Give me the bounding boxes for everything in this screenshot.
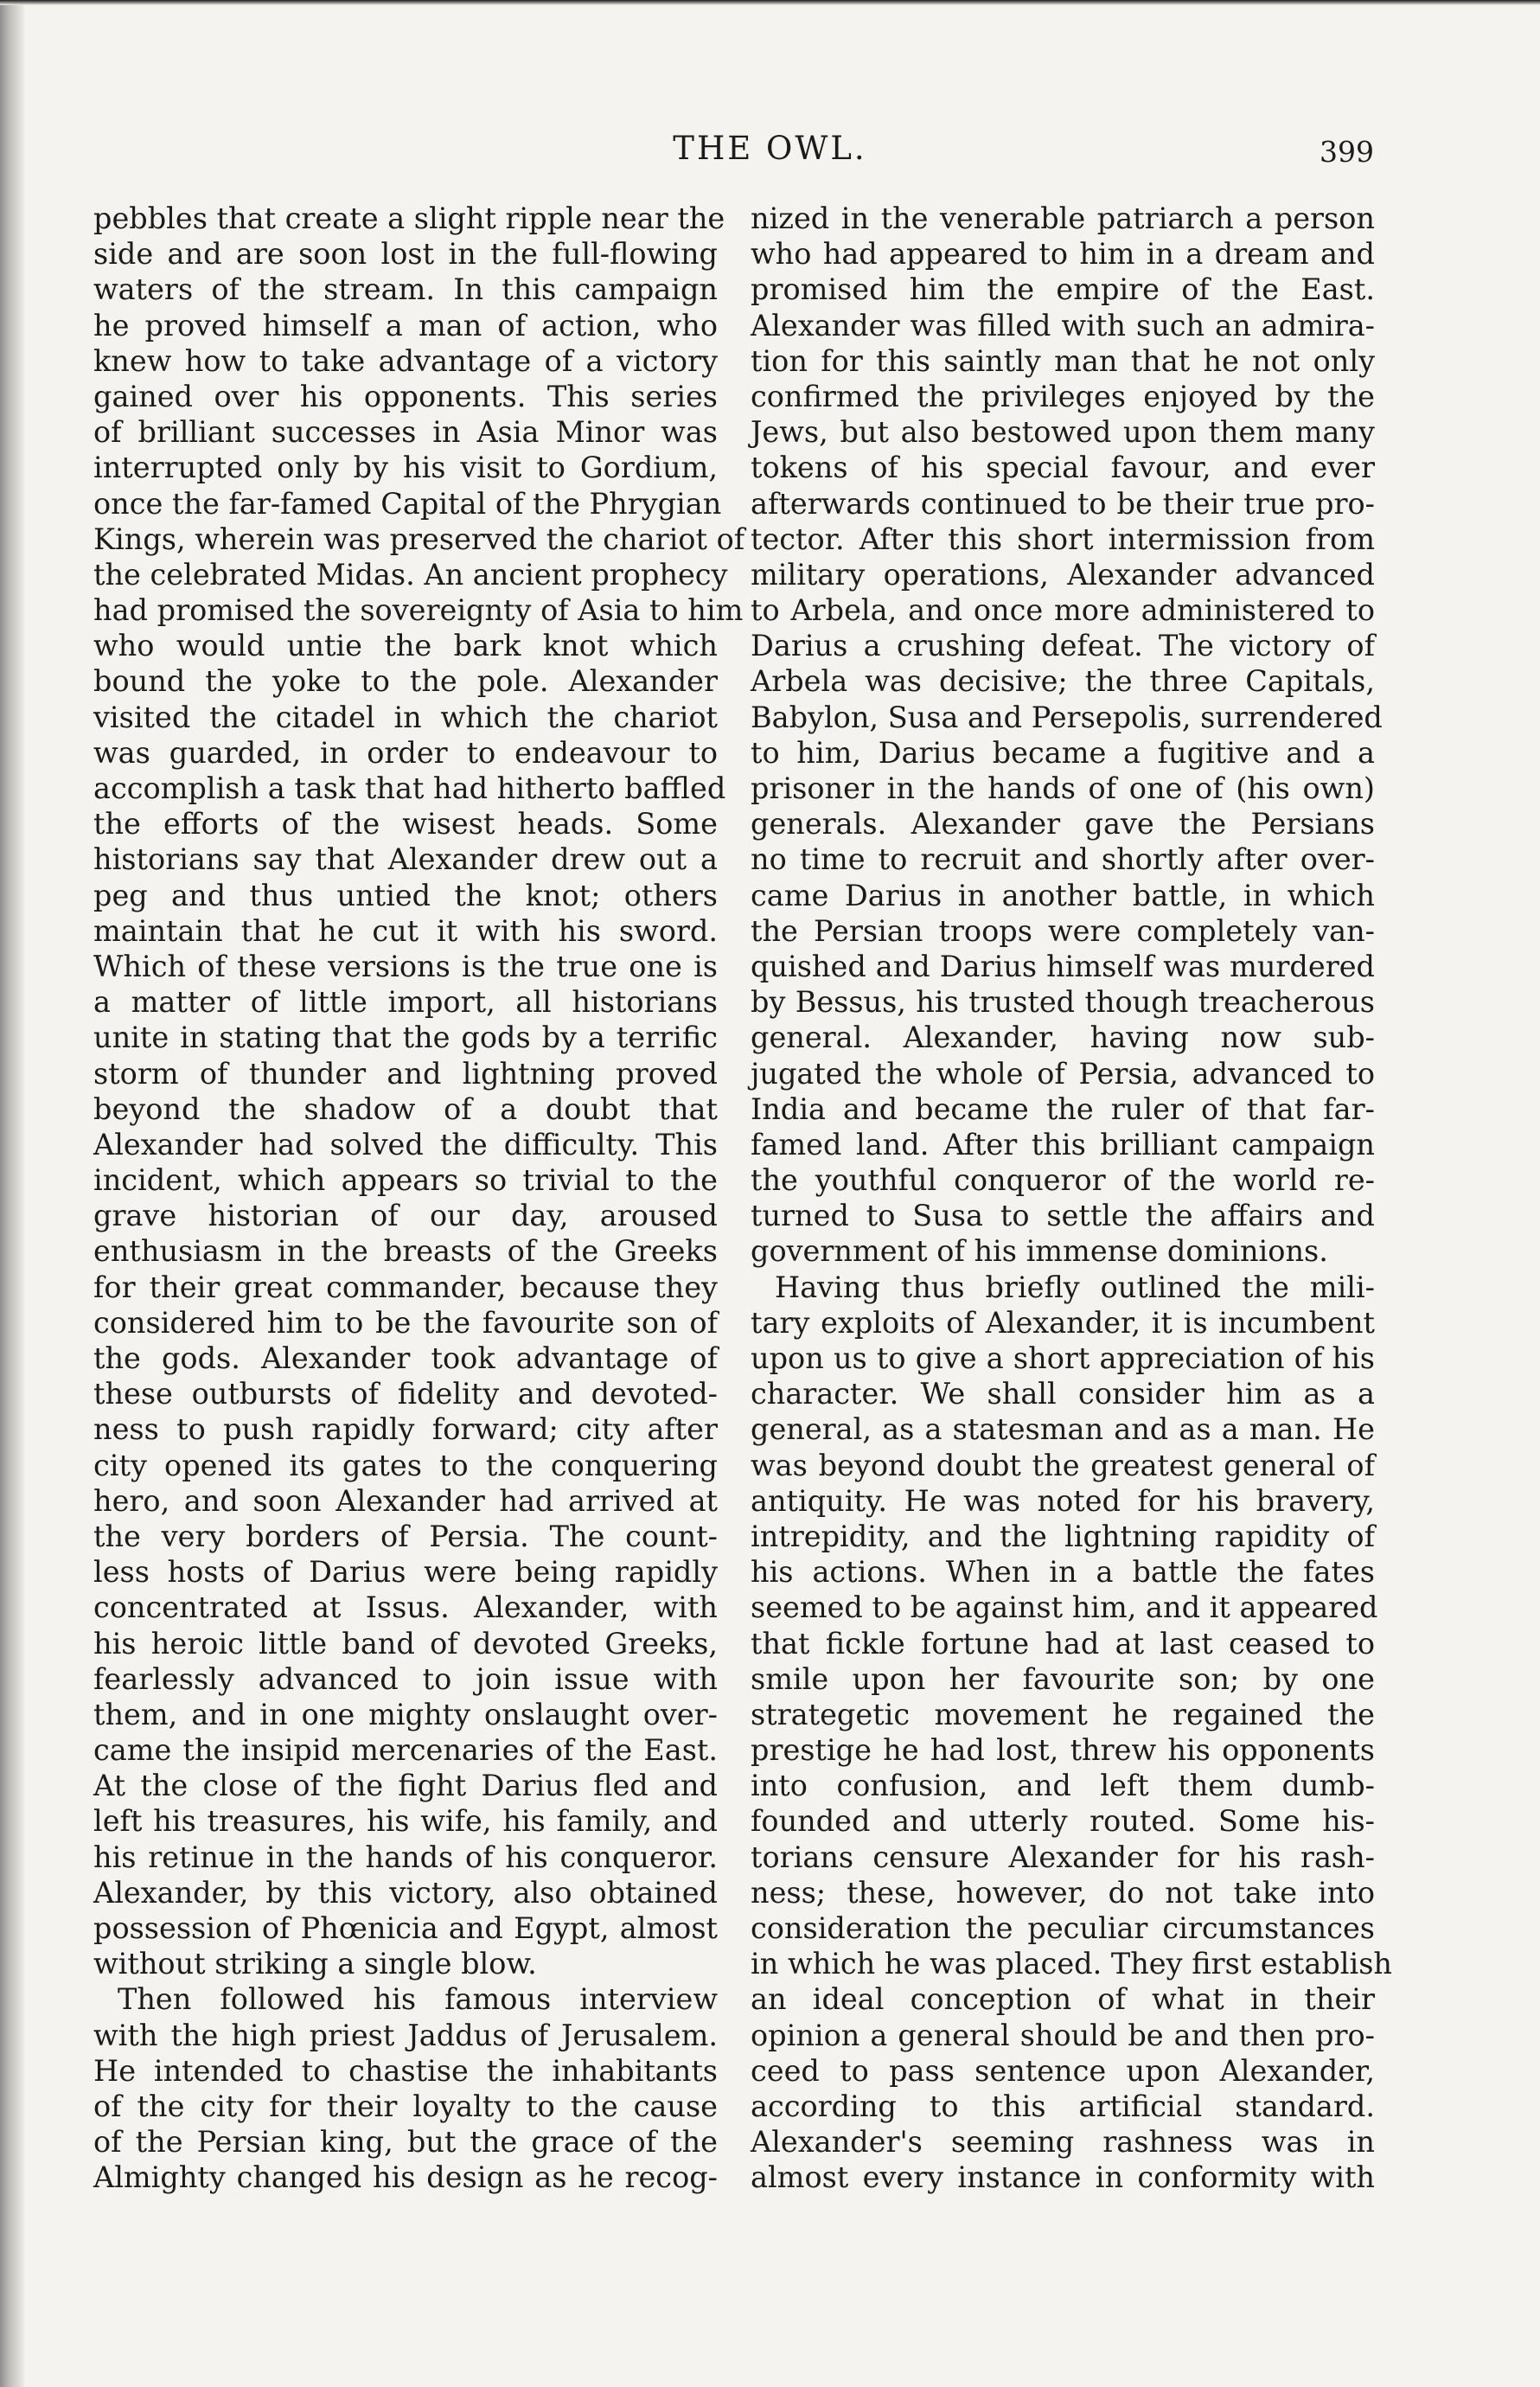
- text-line: concentrated at Issus. Alexander, with: [93, 1590, 718, 1625]
- text-line: gained over his opponents. This series: [93, 379, 718, 413]
- text-line: with the high priest Jaddus of Jerusalem.: [93, 2018, 718, 2052]
- text-line: the gods. Alexander took advantage of: [93, 1341, 718, 1375]
- text-column-right: [751, 201, 1392, 2196]
- text-line: famed land. After this brilliant campaign: [751, 1127, 1375, 1162]
- text-line: Arbela was decisive; the three Capitals,: [751, 664, 1375, 699]
- text-line: turned to Susa to settle the affairs and: [751, 1199, 1375, 1233]
- text-line: the efforts of the wisest heads. Some: [93, 807, 718, 842]
- text-line: Alexander had solved the difficulty. This: [93, 1127, 718, 1162]
- text-line: character. We shall consider him as a: [751, 1377, 1375, 1411]
- text-line: antiquity. He was noted for his bravery,: [751, 1483, 1375, 1518]
- text-line: to Arbela, and once more administered to: [751, 593, 1375, 628]
- text-line: had promised the sovereignty of Asia to him: [93, 593, 744, 628]
- text-line: according to this artificial standard.: [751, 2089, 1375, 2123]
- text-line: generals. Alexander gave the Persians: [751, 807, 1375, 842]
- text-line: possession of Phœnicia and Egypt, almost: [93, 1911, 718, 1945]
- page-top-edge: [0, 0, 1540, 5]
- text-line: without striking a single blow.: [93, 1947, 537, 1981]
- text-line: side and are soon lost in the full-flowing: [93, 237, 718, 272]
- text-line: enthusiasm in the breasts of the Greeks: [93, 1234, 718, 1269]
- text-line: he proved himself a man of action, who: [93, 308, 718, 342]
- text-line: his actions. When in a battle the fates: [751, 1555, 1375, 1590]
- text-line: Jews, but also bestowed upon them many: [751, 415, 1375, 450]
- text-line: bound the yoke to the pole. Alexander: [93, 664, 718, 699]
- page-binding-edge: [0, 0, 24, 2387]
- text-line: beyond the shadow of a doubt that: [93, 1091, 718, 1126]
- text-line: almost every instance in conformity with: [751, 2160, 1375, 2195]
- text-line: jugated the whole of Persia, advanced to: [751, 1056, 1375, 1091]
- text-line: torians censure Alexander for his rash-: [751, 1840, 1375, 1874]
- text-line: was guarded, in order to endeavour to: [93, 735, 718, 770]
- text-line: founded and utterly routed. Some his-: [751, 1804, 1375, 1839]
- text-line: Babylon, Susa and Persepolis, surrendered: [751, 700, 1383, 734]
- text-line: ness; these, however, do not take into: [751, 1875, 1375, 1910]
- text-line: confirmed the privileges enjoyed by the: [751, 379, 1375, 413]
- journal-title: THE OWL.: [673, 130, 867, 167]
- text-line: the celebrated Midas. An ancient prophecy: [93, 557, 728, 592]
- text-line: visited the citadel in which the chariot: [93, 700, 718, 734]
- text-line: of the city for their loyalty to the cause: [93, 2089, 718, 2123]
- text-line: the very borders of Persia. The count-: [93, 1519, 718, 1553]
- text-line: no time to recruit and shortly after over-: [751, 842, 1375, 877]
- text-line: tary exploits of Alexander, it is incumbent: [751, 1305, 1375, 1340]
- text-line: these outbursts of fidelity and devoted-: [93, 1377, 718, 1411]
- text-line: was beyond doubt the greatest general of: [751, 1448, 1375, 1482]
- text-line: who had appeared to him in a dream and: [751, 237, 1375, 272]
- text-line: an ideal conception of what in their: [751, 1982, 1375, 2017]
- text-line: historians say that Alexander drew out a: [93, 842, 718, 877]
- text-column-left: [93, 201, 745, 2196]
- text-line: Having thus briefly outlined the mili-: [775, 1270, 1375, 1304]
- text-line: knew how to take advantage of a victory: [93, 343, 718, 378]
- text-line: to him, Darius became a fugitive and a: [751, 735, 1375, 770]
- text-line: tokens of his special favour, and ever: [751, 451, 1375, 485]
- text-line: Then followed his famous interview: [118, 1982, 718, 2017]
- text-line: At the close of the fight Darius fled and: [93, 1769, 718, 1803]
- text-line: Which of these versions is the true one is: [93, 949, 718, 983]
- text-line: He intended to chastise the inhabitants: [93, 2053, 718, 2088]
- text-line: once the far-famed Capital of the Phrygian: [93, 486, 722, 521]
- text-line: considered him to be the favourite son of: [93, 1305, 718, 1340]
- text-line: intrepidity, and the lightning rapidity of: [751, 1519, 1375, 1553]
- text-line: by Bessus, his trusted though treacherous: [751, 985, 1375, 1020]
- text-line: maintain that he cut it with his sword.: [93, 913, 718, 948]
- text-line: of brilliant successes in Asia Minor was: [93, 415, 718, 450]
- text-line: prisoner in the hands of one of (his own): [751, 771, 1375, 805]
- text-line: military operations, Alexander advanced: [751, 557, 1375, 592]
- text-line: the youthful conqueror of the world re-: [751, 1163, 1375, 1198]
- text-line: hero, and soon Alexander had arrived at: [93, 1483, 718, 1518]
- text-line: in which he was placed. They first establish: [751, 1947, 1392, 1981]
- running-header: [0, 130, 1540, 182]
- page-number: 399: [1320, 135, 1374, 169]
- text-line: pebbles that create a slight ripple near the: [93, 202, 725, 235]
- text-line: the Persian troops were completely van-: [751, 913, 1375, 948]
- text-line: a matter of little import, all historians: [93, 985, 718, 1020]
- text-line: that fickle fortune had at last ceased to: [751, 1626, 1375, 1661]
- text-line: waters of the stream. In this campaign: [93, 272, 718, 307]
- text-line: Darius a crushing defeat. The victory of: [751, 629, 1375, 663]
- text-line: India and became the ruler of that far-: [751, 1091, 1375, 1126]
- text-line: storm of thunder and lightning proved: [93, 1056, 718, 1091]
- text-line: came Darius in another battle, in which: [751, 878, 1375, 912]
- text-line: Alexander's seeming rashness was in: [751, 2125, 1375, 2160]
- text-line: interrupted only by his visit to Gordium,: [93, 451, 718, 485]
- text-line: opinion a general should be and then pro-: [751, 2018, 1375, 2052]
- text-line: fearlessly advanced to join issue with: [93, 1661, 718, 1696]
- text-line: prestige he had lost, threw his opponents: [751, 1733, 1375, 1768]
- text-line: less hosts of Darius were being rapidly: [93, 1555, 718, 1590]
- text-line: Almighty changed his design as he recog-: [93, 2160, 718, 2195]
- text-line: consideration the peculiar circumstances: [751, 1911, 1375, 1945]
- text-line: ness to push rapidly forward; city after: [93, 1412, 718, 1447]
- text-line: of the Persian king, but the grace of the: [93, 2125, 718, 2160]
- text-line: incident, which appears so trivial to the: [93, 1163, 718, 1198]
- text-line: grave historian of our day, aroused: [93, 1199, 718, 1233]
- text-line: unite in stating that the gods by a terrific: [93, 1021, 718, 1055]
- text-line: tector. After this short intermission from: [751, 522, 1375, 556]
- text-line: came the insipid mercenaries of the East.: [93, 1733, 718, 1768]
- text-line: his retinue in the hands of his conqueror.: [93, 1840, 718, 1874]
- text-line: peg and thus untied the knot; others: [93, 878, 718, 912]
- text-line: nized in the venerable patriarch a person: [751, 202, 1375, 235]
- text-line: seemed to be against him, and it appeared: [751, 1590, 1378, 1625]
- text-line: ceed to pass sentence upon Alexander,: [751, 2053, 1375, 2088]
- text-line: government of his immense dominions.: [751, 1234, 1328, 1269]
- text-line: quished and Darius himself was murdered: [751, 949, 1375, 983]
- text-line: Kings, wherein was preserved the chariot of: [93, 522, 745, 556]
- text-line: left his treasures, his wife, his family, and: [93, 1804, 718, 1839]
- text-line: smile upon her favourite son; by one: [751, 1661, 1375, 1696]
- text-line: tion for this saintly man that he not only: [751, 343, 1375, 378]
- text-line: upon us to give a short appreciation of his: [751, 1341, 1375, 1375]
- text-line: Alexander was filled with such an admira-: [751, 308, 1375, 342]
- text-line: afterwards continued to be their true pro-: [751, 486, 1375, 521]
- text-line: into confusion, and left them dumb-: [751, 1769, 1375, 1803]
- text-line: strategetic movement he regained the: [751, 1697, 1375, 1731]
- text-line: his heroic little band of devoted Greeks,: [93, 1626, 718, 1661]
- text-line: general. Alexander, having now sub-: [751, 1021, 1375, 1055]
- text-line: for their great commander, because they: [93, 1270, 718, 1304]
- text-line: Alexander, by this victory, also obtained: [93, 1875, 718, 1910]
- text-line: promised him the empire of the East.: [751, 272, 1375, 307]
- text-line: who would untie the bark knot which: [93, 629, 718, 663]
- text-line: accomplish a task that had hitherto baffled: [93, 771, 726, 805]
- text-line: them, and in one mighty onslaught over-: [93, 1697, 718, 1731]
- text-line: city opened its gates to the conquering: [93, 1448, 718, 1482]
- text-line: general, as a statesman and as a man. He: [751, 1412, 1375, 1447]
